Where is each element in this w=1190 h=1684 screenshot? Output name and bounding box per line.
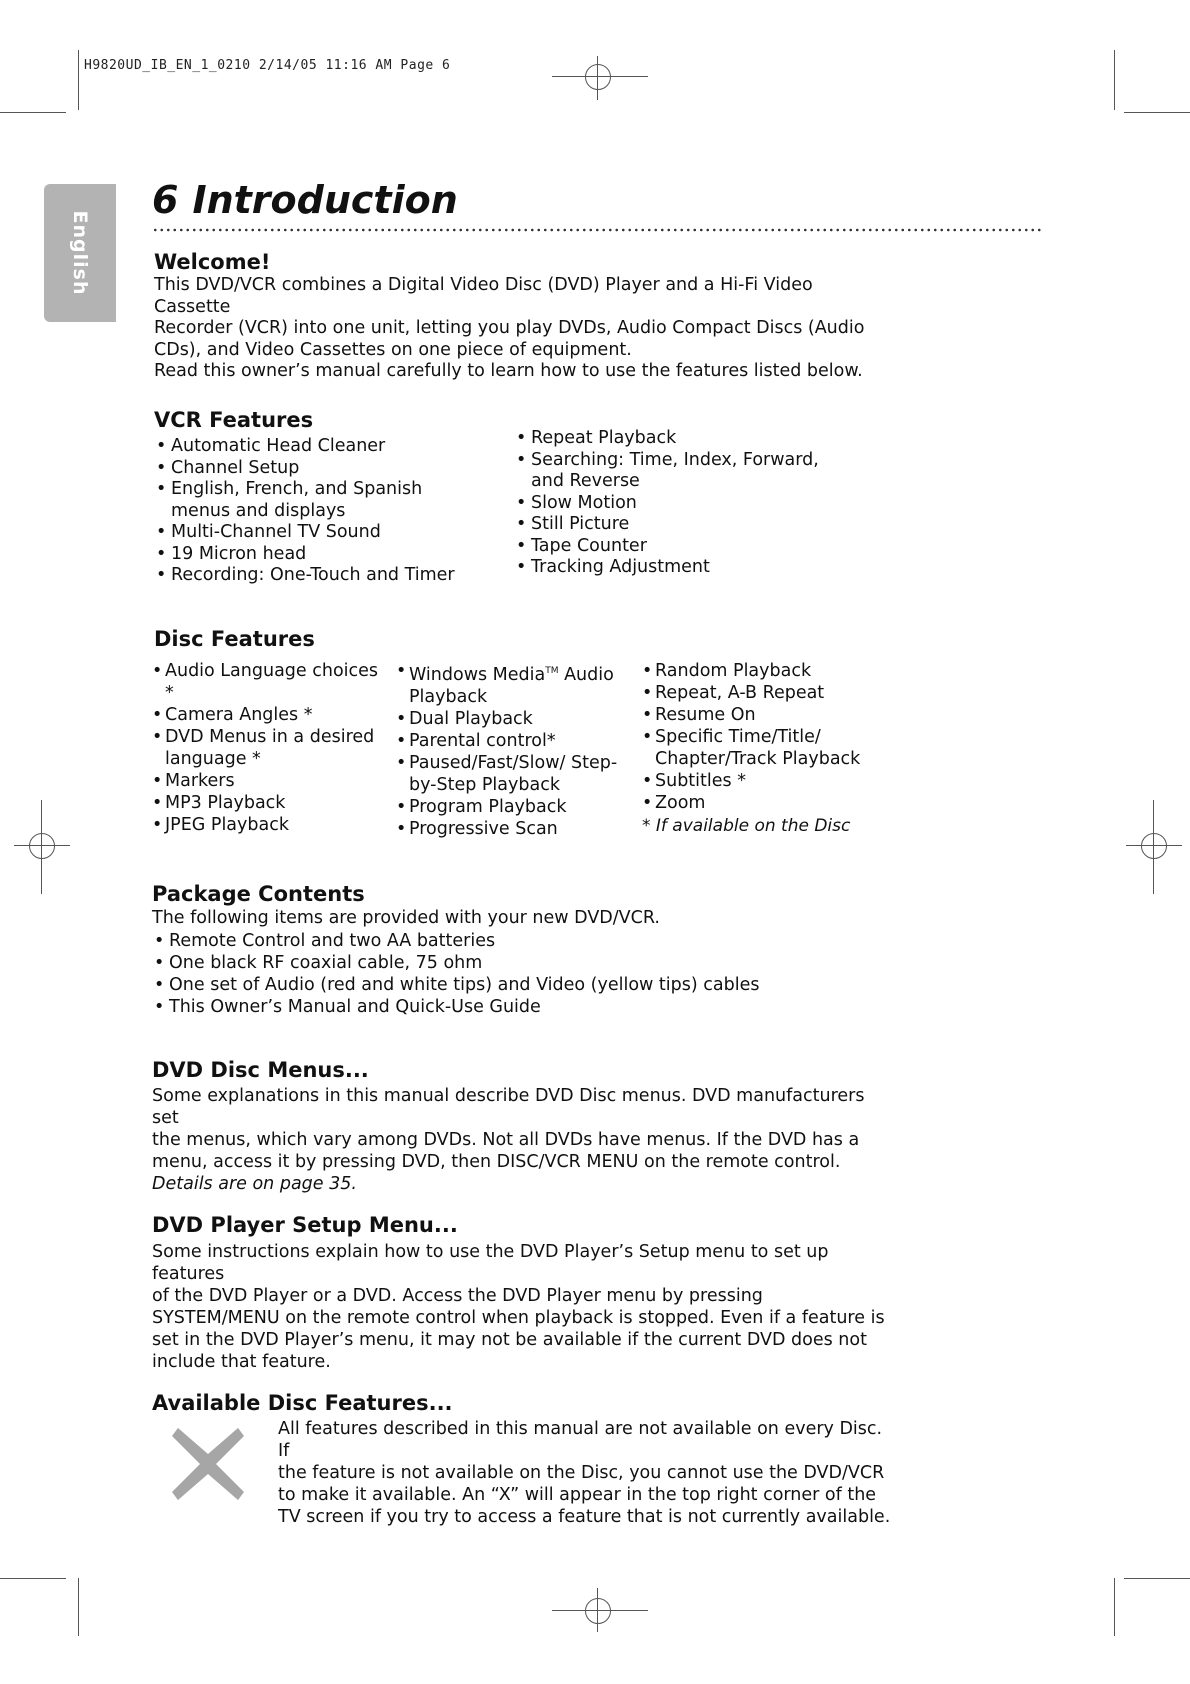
list-item: • Dual Playback [396,708,626,730]
list-item: • One black RF coaxial cable, 75 ohm [152,952,892,974]
windows-media-text: Windows Media [409,664,546,685]
list-item: • Remote Control and two AA batteries [152,930,892,952]
available-disc-features-heading: Available Disc Features... [152,1391,453,1415]
list-item: • Slow Motion [514,493,834,515]
available-disc-features-text [278,1418,898,1528]
paragraph-line: to make it available. An “X” will appear in the top right corner of the [278,1485,877,1505]
paragraph-line: of the DVD Player or a DVD. Access the DVD Player menu by pressing [152,1286,763,1306]
paragraph-line: TV screen if you try to access a feature that is not currently available. [278,1507,891,1527]
language-tab [44,184,116,322]
list-item: • This Owner’s Manual and Quick-Use Guide [152,996,892,1018]
list-item: • Program Playback [396,796,626,818]
disc-features-col1 [152,660,382,836]
list-item: • Automatic Head Cleaner [154,436,484,458]
disc-features-col3 [642,660,872,814]
dvd-disc-menus-text [152,1085,892,1195]
list-item: • Recording: One-Touch and Timer [154,565,484,587]
list-item: • Parental control* [396,730,626,752]
vcr-features-heading: VCR Features [154,408,314,432]
paragraph-line: menu, access it by pressing DVD, then DISC/VCR MENU on the remote control. [152,1152,841,1172]
list-item: • Repeat, A-B Repeat [642,682,872,704]
trademark-mark: TM [545,666,559,676]
list-item: • Searching: Time, Index, Forward, and Reverse [514,450,834,493]
paragraph-line: All features described in this manual are not available on every Disc. If [278,1419,883,1461]
list-item: • Repeat Playback [514,428,834,450]
paragraph-line: the menus, which vary among DVDs. Not all DVDs have menus. If the DVD has a [152,1130,860,1150]
disc-availability-note [642,815,850,837]
list-item: • Specific Time/Title/ Chapter/Track Playback [642,726,872,770]
chapter-number: 6 [152,178,179,222]
list-item: • Random Playback [642,660,872,682]
list-item: • Markers [152,770,382,792]
package-contents-heading: Package Contents [152,882,365,906]
dvd-disc-menus-heading: DVD Disc Menus... [152,1058,369,1082]
welcome-line: CDs), and Video Cassettes on one piece of equipment. [154,339,632,360]
print-header: H9820UD_IB_EN_1_0210 2/14/05 11:16 AM Page 6 [84,58,451,73]
dotted-divider [152,228,1044,232]
chapter-title: Introduction [192,178,458,222]
paragraph-line: include that feature. [152,1352,331,1372]
list-item: • Paused/Fast/Slow/ Step-by-Step Playback [396,752,626,796]
list-item: • Audio Language choices * [152,660,382,704]
language-tab-label: English [69,210,91,296]
x-mark-icon [168,1424,248,1504]
disc-features-col2 [396,660,626,840]
list-item: • One set of Audio (red and white tips) and Video (yellow tips) cables [152,974,892,996]
list-item: • Subtitles * [642,770,872,792]
paragraph-line: set in the DVD Player’s menu, it may not be available if the current DVD does not [152,1330,867,1350]
paragraph-line: SYSTEM/MENU on the remote control when playback is stopped. Even if a feature is [152,1308,885,1328]
list-item: • Zoom [642,792,872,814]
page-reference: Details are on page 35. [152,1174,357,1194]
welcome-line: This DVD/VCR combines a Digital Video Disc (DVD) Player and a Hi-Fi Video Cassette [154,275,813,317]
list-item: • Tape Counter [514,536,834,558]
note-text: If available on the Disc [655,816,851,836]
list-item: • English, French, and Spanish menus and displays [154,479,484,522]
list-item: • Tracking Adjustment [514,557,834,579]
paragraph-line: the feature is not available on the Disc, you cannot use the DVD/VCR [278,1463,885,1483]
list-item: • DVD Menus in a desired language * [152,726,382,770]
disc-features-heading: Disc Features [154,627,315,651]
welcome-text [154,275,874,383]
vcr-features-right-list [514,428,834,579]
list-item: • MP3 Playback [152,792,382,814]
windows-media-suffix: Audio Playback [409,664,614,707]
list-item: • Resume On [642,704,872,726]
dvd-player-setup-text [152,1241,892,1373]
list-item: • 19 Micron head [154,544,484,566]
paragraph-line: Some instructions explain how to use the DVD Player’s Setup menu to set up features [152,1242,829,1284]
list-item [396,660,626,708]
list-item: • Still Picture [514,514,834,536]
welcome-heading: Welcome! [154,250,271,274]
list-item: • JPEG Playback [152,814,382,836]
welcome-line: Read this owner’s manual carefully to learn how to use the features listed below. [154,361,863,381]
vcr-features-left-list [154,436,484,587]
note-asterisk: * [642,816,651,836]
list-item: • Camera Angles * [152,704,382,726]
list-item: • Multi-Channel TV Sound [154,522,484,544]
paragraph-line: Some explanations in this manual describe DVD Disc menus. DVD manufacturers set [152,1086,865,1128]
list-item: • Progressive Scan [396,818,626,840]
dvd-player-setup-heading: DVD Player Setup Menu... [152,1213,458,1237]
package-contents-intro: The following items are provided with your new DVD/VCR. [152,908,660,928]
welcome-line: Recorder (VCR) into one unit, letting you play DVDs, Audio Compact Discs (Audio [154,318,865,338]
page-title [152,178,458,222]
package-contents-list [152,930,892,1018]
list-item: • Channel Setup [154,458,484,480]
